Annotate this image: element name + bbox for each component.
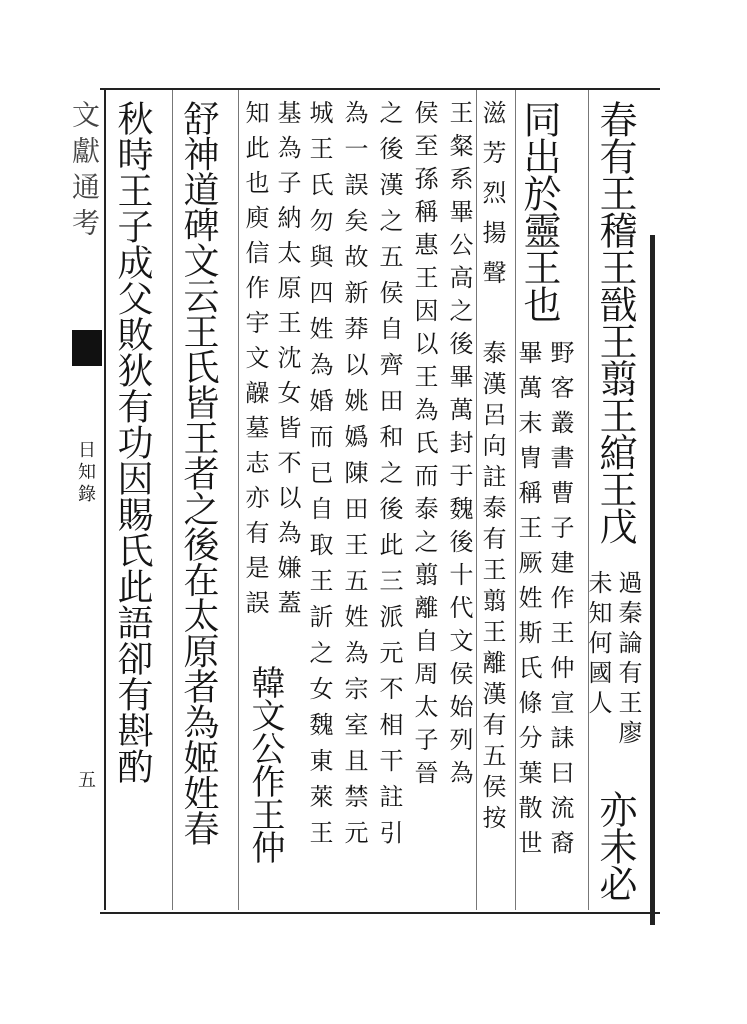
col11-main-text: 舒神道碑文云王氏皆王者之後在太原者為姬姓春 (178, 100, 219, 846)
col3-main-text: 同出於靈王也 (517, 100, 561, 322)
column-divider-3 (238, 90, 239, 910)
col9-tail-text: 韓文公作王仲 (245, 665, 285, 863)
col10-annotation: 知此也庾信作宇文髞墓志亦有是誤 (241, 100, 269, 625)
col5-annotation: 侯至孫稱惠王因以王為氏而泰之翦離自周太子晉 (410, 100, 438, 793)
col2-annotation-b-bottom: 畢萬末冑稱王厥姓斯氏條分葉散世 (514, 340, 542, 865)
col8-annotation: 城王氏勿與四姓為婚而已自取王訢之女魏東萊王 (305, 100, 333, 856)
bottom-border-rule (100, 912, 660, 914)
col4-annotation: 王粲系畢公高之後畢萬封于魏後十代文侯始列為 (445, 100, 473, 793)
top-border-rule (100, 88, 660, 90)
col1-tail-text: 亦未必 (593, 790, 637, 901)
col12-main-text: 秋時王子成父敗狄有功因賜氏此語卻有斟酌 (112, 100, 153, 784)
margin-title-mid: 日知錄 (75, 440, 96, 506)
col2-annotation-b-top: 野客叢書曹子建作王仲宣誄曰流裔 (546, 340, 574, 865)
right-border-rule (650, 235, 655, 925)
col3-annotation-b: 滋芳烈揚聲 (478, 100, 506, 300)
column-divider-4 (476, 90, 477, 910)
margin-page-number: 五 (75, 770, 96, 792)
col9-annotation: 基為子納太原王沈女皆不以為嫌蓋 (273, 100, 301, 625)
margin-title-top: 文獻通考 (68, 100, 101, 244)
column-divider-1 (588, 90, 589, 910)
column-divider-2 (172, 90, 173, 910)
left-border-rule (104, 90, 106, 910)
col3-annotation-a: 泰漢呂向註泰有王翦王離漢有五侯按 (478, 340, 506, 836)
fold-margin-block (72, 330, 102, 366)
col2-annotation-a: 未知何國人 (584, 570, 612, 720)
col6-annotation: 之後漢之五侯自齊田和之後此三派元不相干註引 (375, 100, 403, 856)
col1-annotation: 過秦論有王廖 (614, 570, 642, 750)
col1-main-text: 春有王稽王戩王翦王綰王戊 (593, 100, 637, 544)
col7-annotation: 為一誤矣故新莽以姚嬀陳田王五姓為宗室且禁元 (340, 100, 368, 856)
